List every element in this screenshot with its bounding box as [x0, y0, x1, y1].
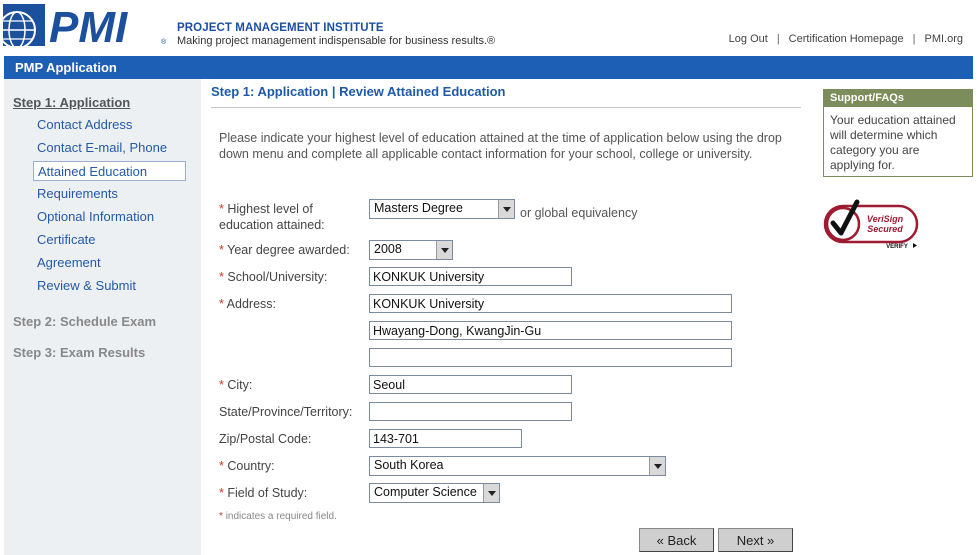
global-equivalency-text: or global equivalency: [520, 206, 638, 220]
year-select[interactable]: [369, 240, 453, 260]
required-marker: *: [219, 202, 224, 216]
zip-input[interactable]: [369, 429, 522, 448]
country-select[interactable]: [369, 456, 666, 476]
site-header: [0, 0, 977, 56]
sidebar-item-agreement[interactable]: Agreement: [37, 255, 101, 270]
support-faqs-title[interactable]: Support/FAQs: [824, 90, 972, 107]
support-faqs-body: Your education attained will determine which category you are applying for.: [830, 113, 956, 172]
country-label: * Country:: [219, 459, 275, 473]
svg-text:VeriSign: VeriSign: [866, 214, 904, 224]
sidebar-item-review-submit[interactable]: Review & Submit: [37, 278, 136, 293]
education-select[interactable]: [369, 199, 515, 219]
top-links: [729, 33, 963, 45]
chevron-down-icon[interactable]: [436, 241, 452, 259]
svg-text:VERIFY: VERIFY: [886, 244, 908, 250]
year-label: * Year degree awarded:: [219, 243, 350, 257]
sidebar-item-certificate[interactable]: Certificate: [37, 232, 96, 247]
back-button[interactable]: « Back: [639, 528, 714, 552]
state-input[interactable]: [369, 402, 572, 421]
pmi-logo[interactable]: [3, 4, 168, 46]
chevron-down-icon[interactable]: [483, 484, 499, 502]
sidebar-item-contact-email-phone[interactable]: Contact E-mail, Phone: [37, 140, 168, 155]
sidebar-item-requirements[interactable]: Requirements: [37, 186, 118, 201]
sidebar-item-contact-address[interactable]: Contact Address: [37, 117, 133, 132]
school-input[interactable]: [369, 267, 572, 286]
year-select-value: 2008: [374, 242, 402, 256]
sidebar: [4, 79, 201, 555]
state-label: State/Province/Territory:: [219, 405, 353, 419]
sidebar-step-1[interactable]: Step 1: Application: [13, 95, 131, 110]
city-label: * City:: [219, 378, 253, 392]
verisign-secured-badge[interactable]: [823, 196, 923, 252]
title-divider: [211, 107, 801, 108]
field-of-study-label: * Field of Study:: [219, 486, 308, 500]
app-title-bar: PMP Application: [4, 56, 973, 79]
chevron-down-icon[interactable]: [498, 200, 514, 218]
country-select-value: South Korea: [374, 458, 444, 472]
education-label: * Highest level of education attained:: [219, 202, 325, 232]
chevron-down-icon[interactable]: [649, 457, 665, 475]
school-label: * School/University:: [219, 270, 328, 284]
field-of-study-select[interactable]: [369, 483, 500, 503]
sidebar-item-attained-education[interactable]: Attained Education: [33, 161, 186, 181]
page-title: Step 1: Application | Review Attained Education: [211, 84, 506, 99]
svg-text:Secured: Secured: [867, 224, 903, 234]
support-faqs-panel: [823, 89, 973, 177]
org-tagline: Making project management indispensable for business results.®: [177, 35, 496, 47]
address-line2-input[interactable]: [369, 321, 732, 340]
education-select-value: Masters Degree: [374, 201, 463, 215]
pmi-org-link[interactable]: PMI.org: [924, 33, 963, 45]
city-input[interactable]: [369, 375, 572, 394]
link-separator: |: [912, 33, 916, 45]
address-label: * Address:: [219, 297, 277, 311]
svg-text:PMI: PMI: [49, 4, 128, 46]
address-line1-input[interactable]: [369, 294, 732, 313]
next-button[interactable]: Next »: [718, 528, 793, 552]
intro-text: Please indicate your highest level of education attained at the time of application below using the drop down menu and complete all applicable contact information for your school, college or university.: [219, 131, 782, 161]
field-of-study-select-value: Computer Science: [374, 485, 477, 499]
address-line3-input[interactable]: [369, 348, 732, 367]
sidebar-item-optional-information[interactable]: Optional Information: [37, 209, 155, 224]
zip-label: Zip/Postal Code:: [219, 432, 312, 446]
org-name: PROJECT MANAGEMENT INSTITUTE: [177, 22, 384, 34]
certification-homepage-link[interactable]: Certification Homepage: [788, 33, 904, 45]
link-separator: |: [776, 33, 780, 45]
svg-text:®: ®: [161, 39, 167, 46]
sidebar-step-3: Step 3: Exam Results: [13, 345, 146, 360]
logout-link[interactable]: Log Out: [728, 33, 768, 45]
sidebar-step-2: Step 2: Schedule Exam: [13, 314, 157, 329]
required-field-note: * indicates a required field.: [219, 511, 337, 522]
